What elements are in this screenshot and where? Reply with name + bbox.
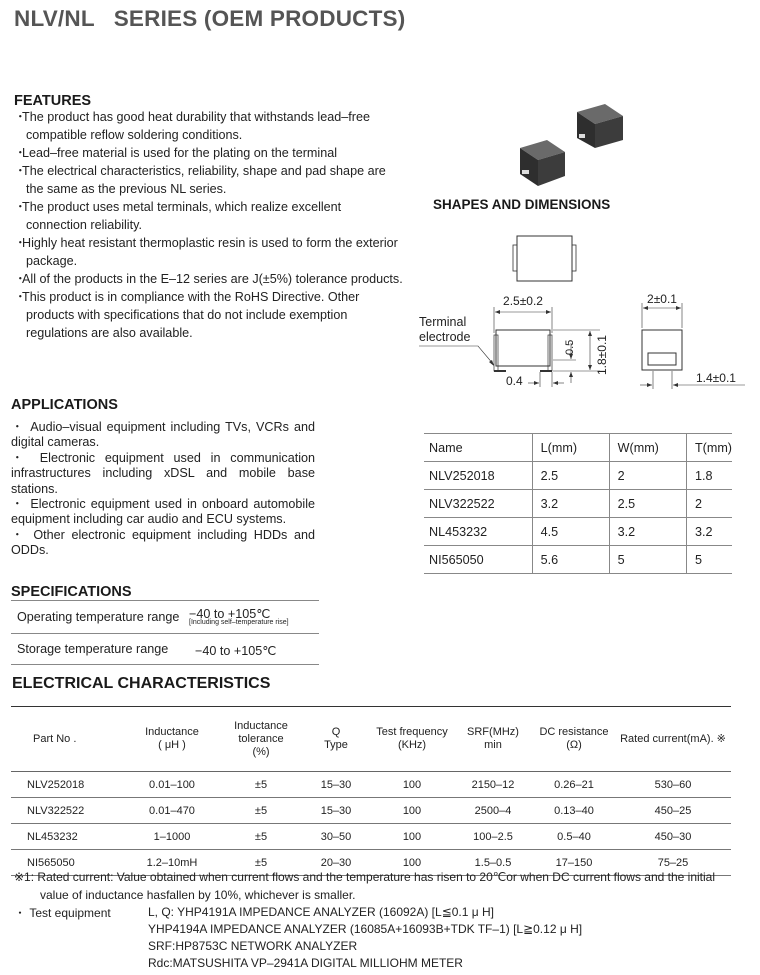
table-cell: 2.5 [532, 462, 609, 490]
table-cell: 3.2 [686, 518, 732, 546]
table-cell: 0.01–470 [123, 798, 221, 824]
table-header-row [424, 434, 732, 462]
table-cell: 2 [609, 462, 686, 490]
spec-value: −40 to +105℃ [189, 607, 271, 621]
table-cell: 0.26–21 [533, 772, 615, 798]
table-cell: ±5 [221, 798, 301, 824]
table-cell: 15–30 [301, 772, 371, 798]
specifications-heading: SPECIFICATIONS [11, 584, 132, 600]
dimension-diagram [410, 225, 760, 395]
table-row [424, 490, 732, 518]
feature-item: ・ All of the products in the E–12 series are J(±5%) tolerance products. [14, 270, 404, 288]
column-header-rated-current: Rated current(mA). ※ [615, 707, 731, 772]
table-cell: 100 [371, 798, 453, 824]
table-cell: 75–25 [615, 850, 731, 876]
column-header: W(mm) [609, 434, 686, 462]
table-cell: 2500–4 [453, 798, 533, 824]
table-cell: 2 [686, 490, 732, 518]
table-cell: 0.13–40 [533, 798, 615, 824]
electrical-table [11, 706, 731, 876]
table-cell: 17–150 [533, 850, 615, 876]
table-cell: 1–1000 [123, 824, 221, 850]
spec-value-cell [189, 600, 319, 634]
table-header-row [11, 707, 731, 772]
column-header-srf: SRF(MHz) min [453, 707, 533, 772]
spec-note: [Including self–temperature rise] [189, 619, 289, 626]
chip-icon [577, 104, 623, 148]
column-header-dc-resistance: DC resistance (Ω) [533, 707, 615, 772]
table-row [424, 462, 732, 490]
terminal-label-line1: Terminal [419, 315, 467, 329]
table-cell: NLV322522 [11, 798, 123, 824]
electrode-width-label: 0.4 [506, 374, 523, 388]
shapes-heading: SHAPES AND DIMENSIONS [433, 197, 611, 212]
spec-label: Storage temperature range [17, 642, 169, 656]
table-row [11, 798, 731, 824]
application-item: ・ Other electronic equipment including HDDs and ODDs. [11, 527, 315, 558]
application-item: ・ Audio–visual equipment including TVs, VCRs and digital cameras. [11, 420, 315, 450]
height-dimension-label: 1.8±0.1 [595, 335, 609, 375]
feature-item: ・ Highly heat resistant thermoplastic resin is used to form the exterior package. [14, 234, 404, 270]
chip-icon [520, 140, 565, 186]
table-cell: 30–50 [301, 824, 371, 850]
product-photo-chips [505, 100, 625, 190]
table-cell: ±5 [221, 824, 301, 850]
table-cell: NI565050 [424, 546, 532, 574]
column-header: Name [424, 434, 532, 462]
table-cell: 2150–12 [453, 772, 533, 798]
side-bottom-label: 1.4±0.1 [696, 371, 736, 385]
applications-list [11, 420, 315, 559]
rated-current-note: ※1: Rated current: Value obtained when current flows and the temperature has risen to 20℃or when DC current flows and the initial [14, 870, 716, 884]
table-cell: 0.5–40 [533, 824, 615, 850]
table-row [11, 824, 731, 850]
table-cell: 100–2.5 [453, 824, 533, 850]
table-cell: 450–25 [615, 798, 731, 824]
table-cell: 5 [686, 546, 732, 574]
column-header-test-frequency: Test frequency (KHz) [371, 707, 453, 772]
feature-item: ・ The product uses metal terminals, which realize excellent connection reliability. [14, 198, 404, 234]
dimension-table [424, 433, 732, 574]
column-header: T(mm) [686, 434, 732, 462]
application-item: ・ Electronic equipment used in onboard automobile equipment including car audio and ECU systems. [11, 497, 315, 527]
application-item: ・ Electronic equipment used in communication infrastructures including xDSL and mobile base stations. [11, 450, 315, 496]
feature-item: ・ This product is in compliance with the RoHS Directive. Other products with specifications that do not include exemption regulations are also available. [14, 288, 404, 342]
features-list [14, 108, 404, 342]
column-header-tolerance: Inductance tolerance (%) [221, 707, 301, 772]
feature-item: ・ Lead–free material is used for the plating on the terminal [14, 144, 404, 162]
table-cell: 530–60 [615, 772, 731, 798]
table-cell: 5 [609, 546, 686, 574]
table-cell: NLV322522 [424, 490, 532, 518]
electrical-heading: ELECTRICAL CHARACTERISTICS [12, 675, 271, 692]
table-cell: 20–30 [301, 850, 371, 876]
applications-heading: APPLICATIONS [11, 397, 118, 413]
table-cell: 1.5–0.5 [453, 850, 533, 876]
table-cell: 3.2 [532, 490, 609, 518]
test-equipment-label: ・ Test equipment [14, 906, 111, 920]
test-equipment-row [14, 904, 754, 972]
notes-section [14, 868, 754, 972]
width-dimension-label: 2.5±0.2 [503, 294, 543, 308]
table-cell: NL453232 [11, 824, 123, 850]
table-row [424, 546, 732, 574]
features-heading: FEATURES [14, 93, 92, 109]
table-cell: 4.5 [532, 518, 609, 546]
equipment-item: YHP4194A IMPEDANCE ANALYZER (16085A+16093B+TDK TF–1) [L≧0.12 μ H] [148, 922, 583, 936]
table-cell: NI565050 [11, 850, 123, 876]
spec-row [11, 600, 319, 634]
table-cell: 100 [371, 772, 453, 798]
table-cell: NL453232 [424, 518, 532, 546]
column-header: L(mm) [532, 434, 609, 462]
table-cell: 2.5 [609, 490, 686, 518]
table-cell: NLV252018 [11, 772, 123, 798]
table-cell: 1.8 [686, 462, 732, 490]
table-row [424, 518, 732, 546]
table-cell: ±5 [221, 850, 301, 876]
feature-item: ・ The electrical characteristics, reliability, shape and pad shape are the same as the previous NL series. [14, 162, 404, 198]
table-cell: 1.2–10mH [123, 850, 221, 876]
equipment-item: Rdc:MATSUSHITA VP–2941A DIGITAL MILLIOHM METER [148, 956, 463, 970]
spec-row [11, 634, 319, 665]
table-cell: ±5 [221, 772, 301, 798]
side-width-label: 2±0.1 [647, 292, 677, 306]
terminal-label-line2: electrode [419, 330, 471, 344]
table-cell: 100 [371, 850, 453, 876]
table-cell: 100 [371, 824, 453, 850]
table-cell: 5.6 [532, 546, 609, 574]
column-header-part-no: Part No . [11, 707, 123, 772]
table-row [11, 772, 731, 798]
feature-item: ・ The product has good heat durability that withstands lead–free compatible reflow soldering conditions. [14, 108, 404, 144]
page-title: NLV/NL SERIES (OEM PRODUCTS) [14, 6, 406, 31]
spec-value: −40 to +105℃ [195, 644, 277, 658]
table-cell: NLV252018 [424, 462, 532, 490]
table-cell: 450–30 [615, 824, 731, 850]
column-header-q: Q Type [301, 707, 371, 772]
column-header-inductance: Inductance ( μH ) [123, 707, 221, 772]
table-cell: 3.2 [609, 518, 686, 546]
test-equipment-list [148, 904, 582, 972]
electrode-height-label: 0.5 [564, 339, 576, 355]
spec-label: Operating temperature range [17, 609, 180, 624]
equipment-item: L, Q: YHP4191A IMPEDANCE ANALYZER (16092A) [L≦0.1 μ H] [148, 905, 495, 919]
table-cell: 15–30 [301, 798, 371, 824]
equipment-item: SRF:HP8753C NETWORK ANALYZER [148, 939, 358, 953]
specifications-table [11, 600, 319, 665]
rated-current-note-cont: value of inductance hasfallen by 10%, whichever is smaller. [40, 888, 356, 902]
table-cell: 0.01–100 [123, 772, 221, 798]
